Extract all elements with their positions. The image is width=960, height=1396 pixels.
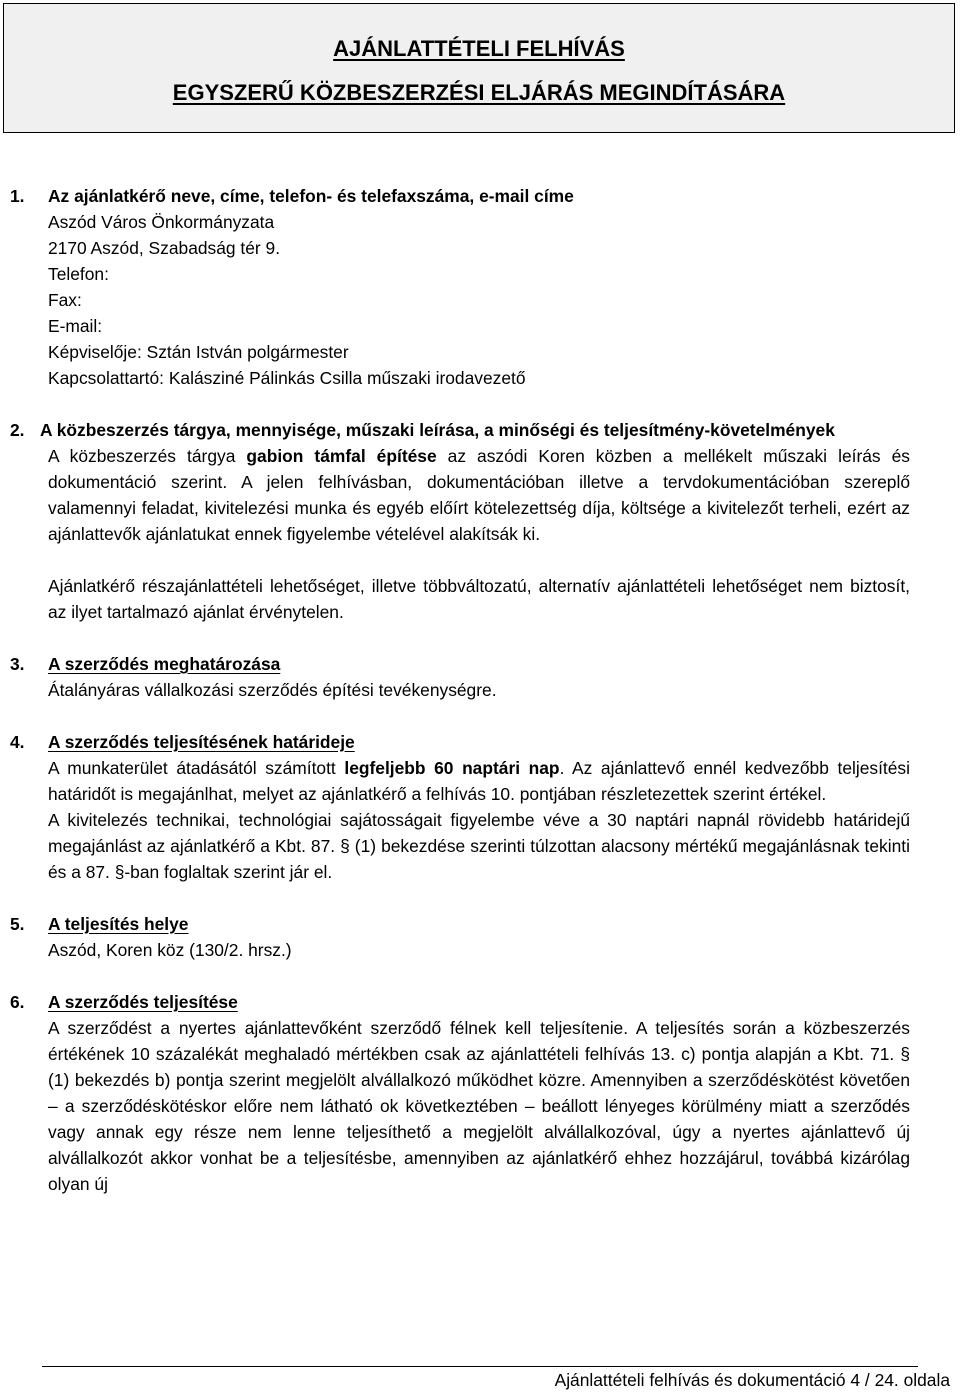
section-6-body [10,1015,910,1197]
section-2-number: 2. [10,420,25,440]
section-5-body [10,937,910,963]
page-footer: Ajánlattételi felhívás és dokumentáció 4 / 24. oldala [554,1370,950,1390]
section-4 [10,729,910,885]
contact-line: Fax: [48,290,82,310]
document-body [10,183,910,1197]
section-3-paragraph: Átalányáras vállalkozási szerződés építési tevékenységre. [48,680,497,700]
document-subtitle: EGYSZERŰ KÖZBESZERZÉSI ELJÁRÁS MEGINDÍTÁSÁRA [172,80,786,105]
contact-line: Telefon: [48,264,109,284]
section-5-number: 5. [10,914,25,934]
section-4-paragraph-2: A kivitelezés technikai, technológiai sajátosságait figyelembe véve a 30 naptári napnál rövidebb határidejű megajánlást az ajánlatkérő a Kbt. 87. § (1) bekezdése szerinti túlzottan alacsony mértékű megajánlásnak tekinti és a 87. §-ban foglaltak szerint jár el. [48,810,910,882]
contact-line: Képviselője: Sztán István polgármester [48,342,349,362]
section-6 [10,989,910,1197]
section-3-number: 3. [10,654,25,674]
deadline-emphasis: legfeljebb 60 naptári nap [344,758,560,778]
contact-line: Aszód Város Önkormányzata [48,212,275,232]
section-6-number: 6. [10,992,25,1012]
section-2 [10,417,910,625]
section-4-heading [10,729,910,755]
section-6-paragraph: A szerződést a nyertes ajánlattevőként szerződő félnek kell teljesítenie. A teljesítés során a közbeszerzés értékének 10 százalékát meghaladó mértékben csak az ajánlattételi felhívás 13. c) pontja alapján a Kbt. 71. § (1) bekezdés b) pontja szerint megjelölt alvállalkozó működhet közre. Amennyiben a szerződéskötést követően – a szerződéskötéskor előre nem látható ok következtében – beállott lényeges körülmény miatt a szerződés vagy annak egy része nem lenne teljesíthető a megjelölt alvállalkozóval, úgy a nyertes ajánlattevő új alvállalkozót akkor vonhat be a teljesítésbe, amennyiben az ajánlatkérő ehhez hozzájárul, továbbá kizárólag olyan új [48,1018,910,1194]
section-4-title: A szerződés teljesítésének határideje [48,732,355,752]
text-run: az aszódi Koren közben a mellékelt műszaki leírás és dokumentáció szerint. A jelen felhívásban, dokumentációban illetve a tervdokumentációban szereplő valamennyi feladat, kivitelezési munka és egyéb előírt kötelezettség díja, költsége a kivitelezőt terheli, ezért az ajánlattevők ajánlatukat ennek figyelembe vételével alakítsák ki. [48,446,911,544]
section-1-number: 1. [10,186,25,206]
section-5 [10,911,910,963]
section-1 [10,183,910,391]
section-3-heading [10,651,910,677]
section-4-paragraph-1 [48,755,910,807]
section-2-paragraph-2: Ajánlatkérő részajánlattételi lehetőséget, illetve többváltozatú, alternatív ajánlattételi lehetőséget nem biztosít, az ilyet tartalmazó ajánlat érvénytelen. [48,576,910,622]
contact-line: E-mail: [48,316,103,336]
section-4-body [10,755,910,885]
section-2-heading [10,417,910,443]
section-5-heading [10,911,910,937]
contact-line: Kapcsolattartó: Kalásziné Pálinkás Csilla műszaki irodavezető [48,368,526,388]
section-6-title: A szerződés teljesítése [48,992,238,1012]
section-1-heading [10,183,910,209]
section-2-body [10,443,910,625]
section-6-heading [10,989,910,1015]
text-run: A közbeszerzés tárgya [48,446,247,466]
section-5-paragraph: Aszód, Koren köz (130/2. hrsz.) [48,940,292,960]
header-box [3,3,955,133]
document-title: AJÁNLATTÉTELI FELHÍVÁS [333,36,625,61]
footer-divider [42,1366,918,1367]
section-2-paragraph-1 [48,443,910,547]
contact-line: 2170 Aszód, Szabadság tér 9. [48,238,281,258]
subject-emphasis: gabion támfal építése [246,446,437,466]
section-4-number: 4. [10,732,25,752]
section-3-title: A szerződés meghatározása [48,654,281,674]
section-1-details [10,209,910,391]
section-5-title: A teljesítés helye [48,914,189,934]
section-3-body [10,677,910,703]
section-1-title: Az ajánlatkérő neve, címe, telefon- és telefaxszáma, e-mail címe [48,186,574,206]
text-run: . Az ajánlattevő ennél kedvezőbb teljesítési határidőt is megajánlhat, melyet az ajánlatkérő a felhívás 10. pontjában részletezettek szerint értékel. [48,758,910,804]
section-3 [10,651,910,703]
text-run: A munkaterület átadásától számított [48,758,345,778]
section-2-title: A közbeszerzés tárgya, mennyisége, műszaki leírása, a minőségi és teljesítmény-követelmények [40,420,835,440]
